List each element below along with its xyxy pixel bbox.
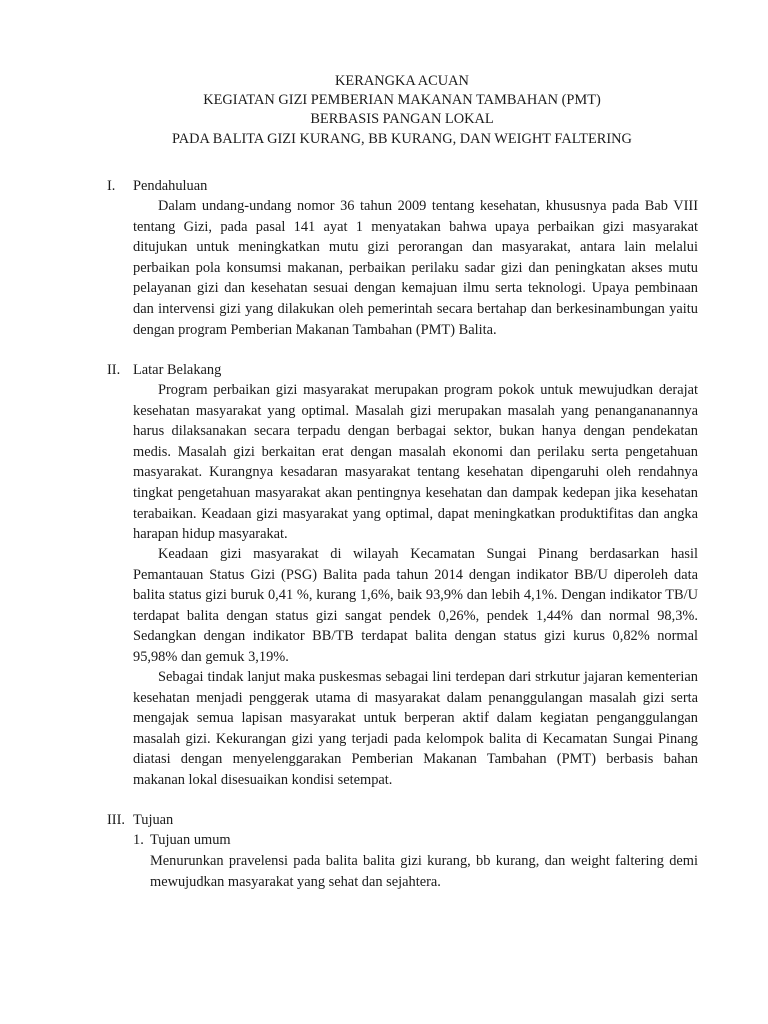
document-title bbox=[100, 72, 704, 149]
section-title: Pendahuluan bbox=[133, 178, 208, 194]
section-title: Latar Belakang bbox=[133, 362, 222, 378]
title-line-4: PADA BALITA GIZI KURANG, BB KURANG, DAN WEIGHT FALTERING bbox=[172, 130, 632, 147]
paragraph-latar-belakang-1: Program perbaikan gizi masyarakat merupakan program pokok untuk mewujudkan derajat kesehatan masyarakat yang optimal. Masalah gizi merupakan masalah yang penangananannya harus dilaksanakan secara terpadu dengan berbagai sektor, bukan hanya dengan pendekatan medis. Masalah gizi berkaitan erat dengan masalah ekonomi dan perilaku serta pengetahuan masyarakat. Kurangnya kesadaran masyarakat tentang kesehatan dipengaruhi oleh rendahnya tingkat pengetahuan masyarakat akan pentingnya kesehatan dan dampak kedepan jika kesehatan terabaikan. Keadaan gizi masyarakat yang optimal, dapat meningkatkan produktifitas dan angka harapan hidup masyarakat. bbox=[133, 382, 698, 543]
section-number: I. bbox=[107, 178, 116, 194]
paragraph-tujuan-umum: Menurunkan pravelensi pada balita balita gizi kurang, bb kurang, dan weight faltering demi mewujudkan masyarakat yang sehat dan sejahtera. bbox=[150, 853, 698, 890]
subsection-number: 1. bbox=[133, 832, 144, 848]
paragraph-latar-belakang-2: Keadaan gizi masyarakat di wilayah Kecamatan Sungai Pinang berdasarkan hasil Pemantauan Status Gizi (PSG) Balita pada tahun 2014 dengan indikator BB/U diperoleh data balita status gizi buruk 0,41 %, kurang 1,6%, baik 93,9% dan lebih 4,1%. Dengan indikator TB/U terdapat balita dengan status gizi sangat pendek 0,26%, pendek 1,44% dan normal 98,3%. Sedangkan dengan indikator BB/TB terdapat balita dengan status gizi kurus 0,82% normal 95,98% dan gemuk 3,19%. bbox=[133, 546, 698, 665]
subsection-title: Tujuan umum bbox=[150, 832, 231, 848]
paragraph-latar-belakang-3: Sebagai tindak lanjut maka puskesmas sebagai lini terdepan dari strkutur jajaran kementerian kesehatan menjadi penggerak utama di masyarakat dalam penanggulangan masalah gizi serta mengajak semua lapisan masyarakat untuk berperan aktif dalam kegiatan penganggulangan masalah gizi. Kekurangan gizi yang terjadi pada kelompok balita di Kecamatan Sungai Pinang diatasi dengan menyelenggarakan Pemberian Makanan Tambahan (PMT) berbasis bahan makanan lokal disesuaikan kondisi setempat. bbox=[133, 669, 698, 788]
title-line-3: BERBASIS PANGAN LOKAL bbox=[310, 111, 494, 128]
section-number: III. bbox=[107, 812, 125, 828]
section-title: Tujuan bbox=[133, 812, 174, 828]
section-number: II. bbox=[107, 362, 121, 378]
title-line-1: KERANGKA ACUAN bbox=[335, 73, 469, 89]
title-line-2: KEGIATAN GIZI PEMBERIAN MAKANAN TAMBAHAN (PMT) bbox=[203, 92, 601, 109]
paragraph-pendahuluan: Dalam undang-undang nomor 36 tahun 2009 tentang kesehatan, khususnya pada Bab VIII tentang Gizi, pada pasal 141 ayat 1 menyatakan bahwa upaya perbaikan gizi masyarakat ditujukan untuk meningkatkan mutu gizi perorangan dan masyarakat, antara lain melalui perbaikan pola konsumsi makanan, perbaikan perilaku sadar gizi dan peningkatan akses mutu pelayanan gizi dan kesehatan sesuai dengan kemajuan ilmu serta teknologi. Upaya pembinaan dan intervensi gizi yang dilakukan oleh pemerintah secara bertahap dan berkesinambungan yaitu dengan program Pemberian Makanan Tambahan (PMT) Balita. bbox=[133, 198, 698, 338]
